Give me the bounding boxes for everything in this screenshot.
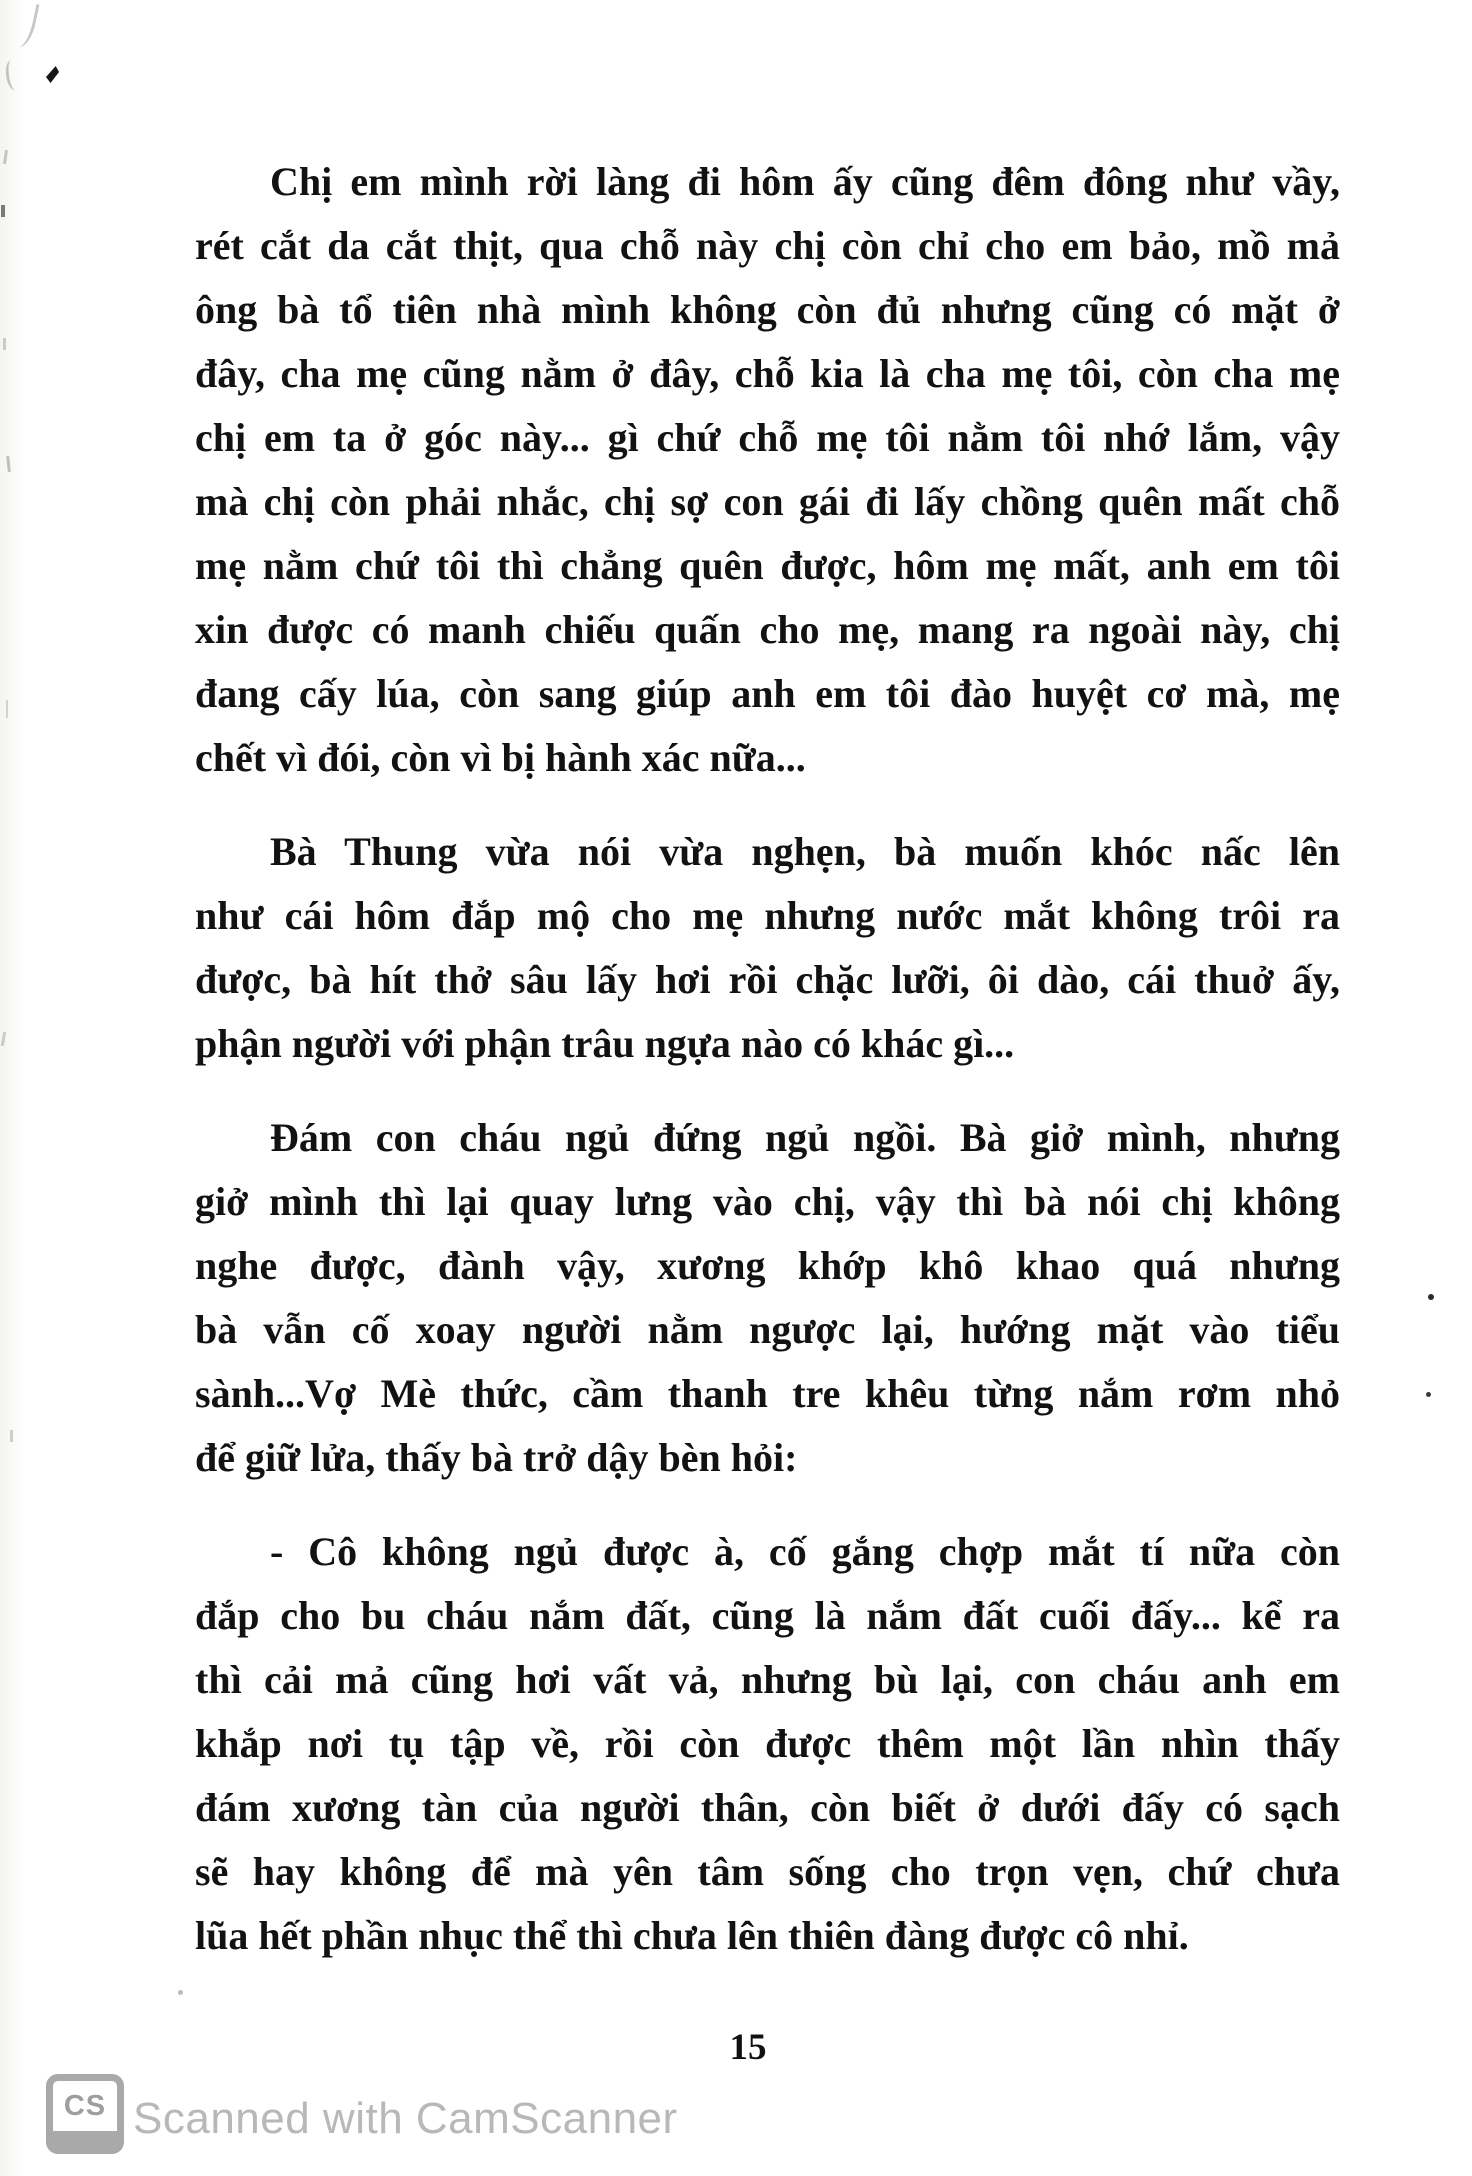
text-line: nghe được, đành vậy, xương khớp khô khao quá nhưng: [195, 1243, 1340, 1288]
text-line: Đám con cháu ngủ đứng ngủ ngồi. Bà giở mình, nhưng: [270, 1115, 1340, 1160]
text-line: được, bà hít thở sâu lấy hơi rồi chặc lưỡi, ôi dào, cái thuở ấy,: [195, 957, 1340, 1002]
text-line: bà vẫn cố xoay người nằm ngược lại, hướng mặt vào tiểu: [195, 1307, 1340, 1352]
text-line: đắp cho bu cháu nắm đất, cũng là nắm đất cuối đấy... kể ra: [195, 1593, 1340, 1638]
text-line: đám xương tàn của người thân, còn biết ở dưới đấy có sạch: [195, 1785, 1340, 1830]
text-line: khắp nơi tụ tập về, rồi còn được thêm một lần nhìn thấy: [195, 1721, 1340, 1766]
text-line: phận người với phận trâu ngựa nào có khác gì...: [195, 1021, 1015, 1066]
scan-artifact: [1426, 1392, 1431, 1397]
text-line: xin được có manh chiếu quấn cho mẹ, mang ra ngoài này, chị: [195, 607, 1340, 652]
camscanner-logo-icon: [46, 2074, 124, 2154]
text-line: ông bà tổ tiên nhà mình không còn đủ nhưng cũng có mặt ở: [195, 287, 1340, 332]
scan-artifact: [46, 66, 59, 83]
camscanner-watermark-label: Scanned with CamScanner: [133, 2094, 678, 2143]
text-line: - Cô không ngủ được à, cố gắng chợp mắt tí nữa còn: [270, 1529, 1340, 1574]
paragraph: [195, 150, 1340, 790]
scan-artifact: [3, 338, 6, 350]
text-line: sẽ hay không để mà yên tâm sống cho trọn vẹn, chứ chưa: [195, 1849, 1340, 1894]
text-line: đây, cha mẹ cũng nằm ở đây, chỗ kia là cha mẹ tôi, còn cha mẹ: [195, 351, 1340, 396]
scan-artifact: [1, 1032, 6, 1046]
text-line: lũa hết phần nhục thể thì chưa lên thiên đàng được cô nhỉ.: [195, 1913, 1189, 1958]
text-line: sành...Vợ Mè thức, cầm thanh tre khêu từng nắm rơm nhỏ: [195, 1371, 1340, 1416]
text-line: mà chị còn phải nhắc, chị sợ con gái đi lấy chồng quên mất chỗ: [195, 479, 1340, 524]
text-line: Bà Thung vừa nói vừa nghẹn, bà muốn khóc nấc lên: [270, 829, 1340, 874]
scan-artifact: [4, 59, 25, 91]
text-line: để giữ lửa, thấy bà trở dậy bèn hỏi:: [195, 1435, 798, 1480]
scan-artifact: [3, 150, 8, 164]
text-line: đang cấy lúa, còn sang giúp anh em tôi đào huyệt cơ mà, mẹ: [195, 671, 1340, 716]
camscanner-logo-text: CS: [63, 2089, 107, 2122]
scan-artifact: [10, 1430, 13, 1442]
scan-artifact: [6, 456, 11, 472]
scan-artifact: [1, 205, 5, 217]
paragraph: [195, 1520, 1340, 1968]
camscanner-logo-bar: [53, 2131, 117, 2147]
page-number: 15: [729, 2027, 767, 2068]
text-line: như cái hôm đắp mộ cho mẹ nhưng nước mắt không trôi ra: [195, 893, 1340, 938]
text-line: rét cắt da cắt thịt, qua chỗ này chị còn chỉ cho em bảo, mồ mả: [195, 223, 1340, 268]
scan-artifact: [1428, 1294, 1434, 1300]
text-line: mẹ nằm chứ tôi thì chẳng quên được, hôm mẹ mất, anh em tôi: [195, 543, 1340, 588]
text-line: giở mình thì lại quay lưng vào chị, vậy thì bà nói chị không: [195, 1179, 1340, 1224]
scan-artifact: [178, 1990, 183, 1995]
text-line: Chị em mình rời làng đi hôm ấy cũng đêm đông như vầy,: [270, 159, 1340, 204]
text-line: chết vì đói, còn vì bị hành xác nữa...: [195, 735, 806, 780]
paragraph: [195, 820, 1340, 1076]
paragraph: [195, 1106, 1340, 1490]
scan-artifact: [6, 700, 8, 718]
body-text: [195, 150, 1340, 1968]
scan-artifact: [9, 0, 39, 49]
text-line: thì cải mả cũng hơi vất vả, nhưng bù lại, con cháu anh em: [195, 1657, 1340, 1702]
text-line: chị em ta ở góc này... gì chứ chỗ mẹ tôi nằm tôi nhớ lắm, vậy: [195, 415, 1340, 460]
